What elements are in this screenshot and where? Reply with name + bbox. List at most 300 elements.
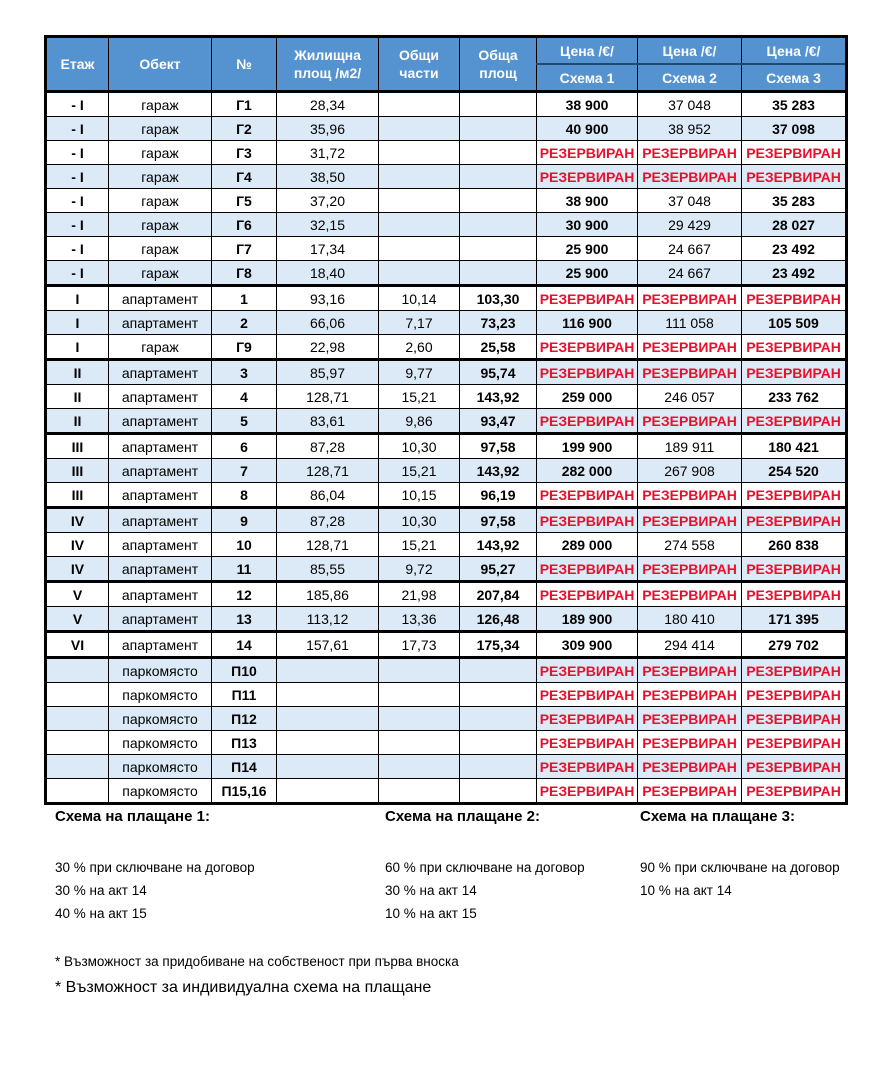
cell-object: гараж	[109, 117, 212, 141]
cell-common-area: 10,15	[379, 483, 460, 508]
cell-price-scheme3: 35 283	[742, 92, 847, 117]
header-common-area	[379, 37, 460, 92]
cell-floor	[46, 707, 109, 731]
cell-price-scheme2: 189 911	[638, 434, 742, 459]
cell-common-area	[379, 658, 460, 683]
cell-price-scheme3: 180 421	[742, 434, 847, 459]
cell-price-scheme3: РЕЗЕРВИРАН	[742, 335, 847, 360]
cell-living-area: 31,72	[277, 141, 379, 165]
cell-living-area	[277, 707, 379, 731]
cell-total-area	[460, 755, 537, 779]
payment-scheme-line: 90 % при сключване на договор	[640, 860, 840, 875]
cell-price-scheme2: РЕЗЕРВИРАН	[638, 165, 742, 189]
table-row	[46, 385, 847, 409]
cell-living-area: 185,86	[277, 582, 379, 607]
cell-living-area: 28,34	[277, 92, 379, 117]
cell-number: 11	[212, 557, 277, 582]
cell-object: гараж	[109, 165, 212, 189]
cell-common-area: 17,73	[379, 632, 460, 658]
header-total-area	[460, 37, 537, 92]
cell-price-scheme1: РЕЗЕРВИРАН	[537, 731, 638, 755]
cell-common-area: 10,30	[379, 434, 460, 459]
table-row	[46, 434, 847, 459]
cell-total-area: 96,19	[460, 483, 537, 508]
table-row	[46, 311, 847, 335]
cell-living-area: 128,71	[277, 385, 379, 409]
cell-price-scheme2: 37 048	[638, 189, 742, 213]
cell-floor: - I	[46, 165, 109, 189]
cell-total-area	[460, 779, 537, 804]
cell-price-scheme3: 254 520	[742, 459, 847, 483]
cell-number: П11	[212, 683, 277, 707]
cell-object: апартамент	[109, 533, 212, 557]
cell-price-scheme1: 30 900	[537, 213, 638, 237]
cell-price-scheme3: 105 509	[742, 311, 847, 335]
cell-price-scheme2: РЕЗЕРВИРАН	[638, 755, 742, 779]
cell-object: апартамент	[109, 607, 212, 632]
footnotes	[55, 952, 459, 1000]
cell-price-scheme2: РЕЗЕРВИРАН	[638, 582, 742, 607]
header-living-area-line2: площ /м2/	[293, 65, 362, 81]
cell-object: гараж	[109, 261, 212, 286]
cell-price-scheme2: РЕЗЕРВИРАН	[638, 483, 742, 508]
cell-number: Г9	[212, 335, 277, 360]
payment-scheme-line: 30 % на акт 14	[385, 883, 477, 898]
header-common-area-line2: части	[399, 65, 439, 81]
cell-floor: - I	[46, 117, 109, 141]
cell-number: Г2	[212, 117, 277, 141]
cell-price-scheme1: 38 900	[537, 189, 638, 213]
table-row	[46, 731, 847, 755]
table-body	[46, 92, 847, 804]
cell-price-scheme3: 279 702	[742, 632, 847, 658]
cell-total-area	[460, 213, 537, 237]
cell-common-area	[379, 755, 460, 779]
cell-total-area: 97,58	[460, 434, 537, 459]
table-row	[46, 213, 847, 237]
cell-living-area: 85,55	[277, 557, 379, 582]
cell-price-scheme1: РЕЗЕРВИРАН	[537, 683, 638, 707]
cell-floor: I	[46, 286, 109, 311]
header-living-area	[277, 37, 379, 92]
cell-price-scheme1: 38 900	[537, 92, 638, 117]
cell-number: 4	[212, 385, 277, 409]
cell-price-scheme3: РЕЗЕРВИРАН	[742, 508, 847, 533]
payment-scheme-line: 30 % на акт 14	[55, 883, 147, 898]
cell-price-scheme3: РЕЗЕРВИРАН	[742, 360, 847, 385]
cell-price-scheme1: РЕЗЕРВИРАН	[537, 755, 638, 779]
cell-floor	[46, 658, 109, 683]
cell-number: Г7	[212, 237, 277, 261]
table-header	[46, 37, 847, 92]
cell-total-area	[460, 141, 537, 165]
cell-number: Г4	[212, 165, 277, 189]
footnote-ownership: * Възможност за придобиване на собственост при първа вноска	[55, 954, 459, 969]
cell-common-area: 21,98	[379, 582, 460, 607]
cell-common-area	[379, 213, 460, 237]
cell-common-area	[379, 165, 460, 189]
cell-price-scheme3: 233 762	[742, 385, 847, 409]
cell-living-area: 37,20	[277, 189, 379, 213]
table-row	[46, 658, 847, 683]
cell-number: 13	[212, 607, 277, 632]
cell-price-scheme3: РЕЗЕРВИРАН	[742, 483, 847, 508]
cell-floor: I	[46, 311, 109, 335]
cell-price-scheme2: РЕЗЕРВИРАН	[638, 335, 742, 360]
cell-price-scheme3: 260 838	[742, 533, 847, 557]
cell-floor	[46, 755, 109, 779]
cell-living-area: 35,96	[277, 117, 379, 141]
cell-total-area	[460, 117, 537, 141]
cell-price-scheme2: 180 410	[638, 607, 742, 632]
header-total-area-line1: Обща	[478, 47, 518, 63]
payment-scheme-line: 30 % при сключване на договор	[55, 860, 255, 875]
cell-living-area: 38,50	[277, 165, 379, 189]
cell-number: 1	[212, 286, 277, 311]
cell-price-scheme3: 35 283	[742, 189, 847, 213]
cell-price-scheme3: РЕЗЕРВИРАН	[742, 409, 847, 434]
cell-price-scheme2: РЕЗЕРВИРАН	[638, 360, 742, 385]
header-number: №	[212, 37, 277, 92]
header-floor: Етаж	[46, 37, 109, 92]
payment-scheme-line: 60 % при сключване на договор	[385, 860, 585, 875]
cell-living-area: 93,16	[277, 286, 379, 311]
cell-common-area: 13,36	[379, 607, 460, 632]
cell-price-scheme1: 289 000	[537, 533, 638, 557]
cell-price-scheme2: РЕЗЕРВИРАН	[638, 683, 742, 707]
cell-price-scheme3: РЕЗЕРВИРАН	[742, 286, 847, 311]
cell-price-scheme1: 199 900	[537, 434, 638, 459]
table-row	[46, 237, 847, 261]
cell-object: гараж	[109, 237, 212, 261]
cell-common-area: 10,30	[379, 508, 460, 533]
cell-living-area: 157,61	[277, 632, 379, 658]
cell-living-area: 18,40	[277, 261, 379, 286]
cell-price-scheme3: РЕЗЕРВИРАН	[742, 731, 847, 755]
table-row	[46, 141, 847, 165]
cell-price-scheme1: 25 900	[537, 237, 638, 261]
payment-scheme-3-title: Схема на плащане 3:	[640, 808, 795, 825]
cell-number: 10	[212, 533, 277, 557]
cell-floor: III	[46, 459, 109, 483]
cell-number: Г5	[212, 189, 277, 213]
cell-object: гараж	[109, 189, 212, 213]
cell-living-area	[277, 779, 379, 804]
cell-price-scheme1: РЕЗЕРВИРАН	[537, 557, 638, 582]
cell-price-scheme2: РЕЗЕРВИРАН	[638, 286, 742, 311]
table-row	[46, 92, 847, 117]
cell-object: апартамент	[109, 557, 212, 582]
cell-number: Г1	[212, 92, 277, 117]
cell-number: 7	[212, 459, 277, 483]
cell-floor: III	[46, 483, 109, 508]
cell-living-area: 66,06	[277, 311, 379, 335]
cell-price-scheme2: 29 429	[638, 213, 742, 237]
cell-price-scheme1: РЕЗЕРВИРАН	[537, 779, 638, 804]
cell-object: паркомясто	[109, 658, 212, 683]
cell-object: паркомясто	[109, 683, 212, 707]
cell-number: 14	[212, 632, 277, 658]
header-living-area-line1: Жилищна	[294, 47, 361, 63]
table-row	[46, 533, 847, 557]
cell-living-area: 87,28	[277, 434, 379, 459]
cell-object: паркомясто	[109, 755, 212, 779]
payment-scheme-line: 10 % на акт 14	[640, 883, 732, 898]
cell-price-scheme2: 111 058	[638, 311, 742, 335]
cell-living-area: 113,12	[277, 607, 379, 632]
cell-price-scheme1: РЕЗЕРВИРАН	[537, 483, 638, 508]
cell-total-area: 103,30	[460, 286, 537, 311]
table-row	[46, 261, 847, 286]
cell-common-area	[379, 117, 460, 141]
cell-living-area: 128,71	[277, 533, 379, 557]
cell-number: Г8	[212, 261, 277, 286]
payment-scheme-1-title: Схема на плащане 1:	[55, 808, 210, 825]
cell-object: апартамент	[109, 582, 212, 607]
cell-price-scheme3: РЕЗЕРВИРАН	[742, 779, 847, 804]
cell-total-area: 207,84	[460, 582, 537, 607]
cell-price-scheme2: РЕЗЕРВИРАН	[638, 141, 742, 165]
cell-common-area: 9,86	[379, 409, 460, 434]
cell-price-scheme1: 116 900	[537, 311, 638, 335]
table-row	[46, 483, 847, 508]
cell-price-scheme2: 274 558	[638, 533, 742, 557]
header-common-area-line1: Общи	[399, 47, 439, 63]
cell-price-scheme3: 23 492	[742, 261, 847, 286]
cell-floor: - I	[46, 237, 109, 261]
cell-price-scheme2: 24 667	[638, 237, 742, 261]
cell-number: П12	[212, 707, 277, 731]
cell-floor: V	[46, 607, 109, 632]
cell-price-scheme2: РЕЗЕРВИРАН	[638, 707, 742, 731]
cell-common-area: 15,21	[379, 533, 460, 557]
cell-price-scheme1: 189 900	[537, 607, 638, 632]
cell-total-area: 93,47	[460, 409, 537, 434]
cell-total-area	[460, 237, 537, 261]
table-row	[46, 335, 847, 360]
cell-price-scheme1: РЕЗЕРВИРАН	[537, 508, 638, 533]
cell-total-area: 73,23	[460, 311, 537, 335]
cell-common-area: 15,21	[379, 385, 460, 409]
cell-floor: IV	[46, 533, 109, 557]
header-scheme-1: Схема 1	[537, 64, 638, 92]
cell-living-area: 86,04	[277, 483, 379, 508]
payment-scheme-3-lines	[640, 856, 887, 902]
payment-scheme-1-lines	[55, 856, 375, 925]
header-object: Обект	[109, 37, 212, 92]
cell-price-scheme1: РЕЗЕРВИРАН	[537, 141, 638, 165]
cell-number: Г3	[212, 141, 277, 165]
cell-total-area: 143,92	[460, 385, 537, 409]
cell-number: 8	[212, 483, 277, 508]
cell-living-area: 22,98	[277, 335, 379, 360]
cell-object: апартамент	[109, 459, 212, 483]
cell-price-scheme2: 37 048	[638, 92, 742, 117]
cell-floor	[46, 779, 109, 804]
table-row	[46, 582, 847, 607]
cell-total-area	[460, 189, 537, 213]
cell-object: апартамент	[109, 508, 212, 533]
cell-price-scheme1: 259 000	[537, 385, 638, 409]
header-row-1	[46, 37, 847, 65]
header-scheme-2: Схема 2	[638, 64, 742, 92]
cell-common-area: 7,17	[379, 311, 460, 335]
cell-living-area: 128,71	[277, 459, 379, 483]
table-row	[46, 189, 847, 213]
cell-price-scheme1: 40 900	[537, 117, 638, 141]
cell-price-scheme2: РЕЗЕРВИРАН	[638, 731, 742, 755]
cell-price-scheme2: 294 414	[638, 632, 742, 658]
payment-scheme-line: 10 % на акт 15	[385, 906, 477, 921]
cell-floor: IV	[46, 508, 109, 533]
cell-living-area: 83,61	[277, 409, 379, 434]
cell-price-scheme2: 24 667	[638, 261, 742, 286]
table-row	[46, 360, 847, 385]
cell-floor	[46, 683, 109, 707]
cell-common-area: 9,72	[379, 557, 460, 582]
cell-living-area	[277, 683, 379, 707]
cell-price-scheme1: 25 900	[537, 261, 638, 286]
cell-price-scheme1: 282 000	[537, 459, 638, 483]
table-row	[46, 286, 847, 311]
cell-total-area: 126,48	[460, 607, 537, 632]
cell-common-area: 15,21	[379, 459, 460, 483]
cell-price-scheme3: РЕЗЕРВИРАН	[742, 755, 847, 779]
header-scheme-3: Схема 3	[742, 64, 847, 92]
cell-total-area: 143,92	[460, 533, 537, 557]
table-row	[46, 607, 847, 632]
cell-floor: - I	[46, 141, 109, 165]
table-row	[46, 779, 847, 804]
table-row	[46, 683, 847, 707]
cell-floor: I	[46, 335, 109, 360]
cell-floor: - I	[46, 213, 109, 237]
cell-living-area	[277, 755, 379, 779]
cell-common-area	[379, 779, 460, 804]
cell-price-scheme3: РЕЗЕРВИРАН	[742, 165, 847, 189]
cell-floor: V	[46, 582, 109, 607]
cell-floor: IV	[46, 557, 109, 582]
cell-common-area	[379, 261, 460, 286]
cell-price-scheme1: 309 900	[537, 632, 638, 658]
table-row	[46, 707, 847, 731]
cell-price-scheme3: РЕЗЕРВИРАН	[742, 141, 847, 165]
cell-floor: - I	[46, 92, 109, 117]
cell-floor: III	[46, 434, 109, 459]
cell-common-area: 9,77	[379, 360, 460, 385]
cell-price-scheme2: 267 908	[638, 459, 742, 483]
table-row	[46, 165, 847, 189]
cell-number: 9	[212, 508, 277, 533]
table-row	[46, 557, 847, 582]
cell-number: П13	[212, 731, 277, 755]
header-price-1: Цена /€/	[537, 37, 638, 65]
cell-price-scheme2: 38 952	[638, 117, 742, 141]
cell-number: Г6	[212, 213, 277, 237]
cell-price-scheme3: РЕЗЕРВИРАН	[742, 557, 847, 582]
cell-object: апартамент	[109, 385, 212, 409]
cell-total-area	[460, 165, 537, 189]
cell-total-area	[460, 92, 537, 117]
table-row	[46, 117, 847, 141]
cell-number: 12	[212, 582, 277, 607]
cell-common-area	[379, 707, 460, 731]
cell-price-scheme3: РЕЗЕРВИРАН	[742, 683, 847, 707]
cell-number: П10	[212, 658, 277, 683]
cell-floor: II	[46, 385, 109, 409]
cell-object: апартамент	[109, 311, 212, 335]
cell-floor	[46, 731, 109, 755]
cell-floor: VI	[46, 632, 109, 658]
cell-common-area	[379, 731, 460, 755]
cell-number: П14	[212, 755, 277, 779]
cell-price-scheme3: РЕЗЕРВИРАН	[742, 582, 847, 607]
cell-total-area	[460, 707, 537, 731]
cell-total-area	[460, 261, 537, 286]
cell-price-scheme3: 37 098	[742, 117, 847, 141]
cell-total-area: 175,34	[460, 632, 537, 658]
cell-common-area	[379, 189, 460, 213]
cell-price-scheme2: 246 057	[638, 385, 742, 409]
cell-object: апартамент	[109, 286, 212, 311]
cell-common-area	[379, 237, 460, 261]
cell-price-scheme1: РЕЗЕРВИРАН	[537, 707, 638, 731]
cell-object: гараж	[109, 335, 212, 360]
cell-price-scheme1: РЕЗЕРВИРАН	[537, 658, 638, 683]
cell-price-scheme3: 28 027	[742, 213, 847, 237]
cell-common-area: 10,14	[379, 286, 460, 311]
cell-total-area: 95,27	[460, 557, 537, 582]
cell-price-scheme3: РЕЗЕРВИРАН	[742, 707, 847, 731]
cell-floor: II	[46, 409, 109, 434]
cell-total-area	[460, 731, 537, 755]
price-table	[44, 35, 848, 805]
cell-total-area	[460, 658, 537, 683]
cell-price-scheme1: РЕЗЕРВИРАН	[537, 409, 638, 434]
cell-price-scheme1: РЕЗЕРВИРАН	[537, 582, 638, 607]
cell-number: 6	[212, 434, 277, 459]
table-row	[46, 632, 847, 658]
cell-price-scheme2: РЕЗЕРВИРАН	[638, 658, 742, 683]
cell-price-scheme3: РЕЗЕРВИРАН	[742, 658, 847, 683]
cell-living-area: 85,97	[277, 360, 379, 385]
table-row	[46, 755, 847, 779]
cell-common-area	[379, 141, 460, 165]
payment-scheme-3	[640, 808, 887, 902]
cell-total-area	[460, 683, 537, 707]
cell-floor: II	[46, 360, 109, 385]
cell-object: паркомясто	[109, 731, 212, 755]
cell-number: 2	[212, 311, 277, 335]
cell-price-scheme1: РЕЗЕРВИРАН	[537, 286, 638, 311]
footnote-individual-scheme: * Възможност за индивидуална схема на плащане	[55, 979, 432, 996]
payment-scheme-1	[55, 808, 375, 925]
cell-living-area: 32,15	[277, 213, 379, 237]
cell-total-area: 25,58	[460, 335, 537, 360]
cell-price-scheme2: РЕЗЕРВИРАН	[638, 508, 742, 533]
cell-living-area: 87,28	[277, 508, 379, 533]
cell-price-scheme1: РЕЗЕРВИРАН	[537, 360, 638, 385]
cell-number: 3	[212, 360, 277, 385]
cell-object: апартамент	[109, 360, 212, 385]
table-row	[46, 459, 847, 483]
cell-floor: - I	[46, 189, 109, 213]
cell-floor: - I	[46, 261, 109, 286]
cell-living-area	[277, 731, 379, 755]
cell-object: апартамент	[109, 409, 212, 434]
header-price-2: Цена /€/	[638, 37, 742, 65]
cell-common-area	[379, 683, 460, 707]
